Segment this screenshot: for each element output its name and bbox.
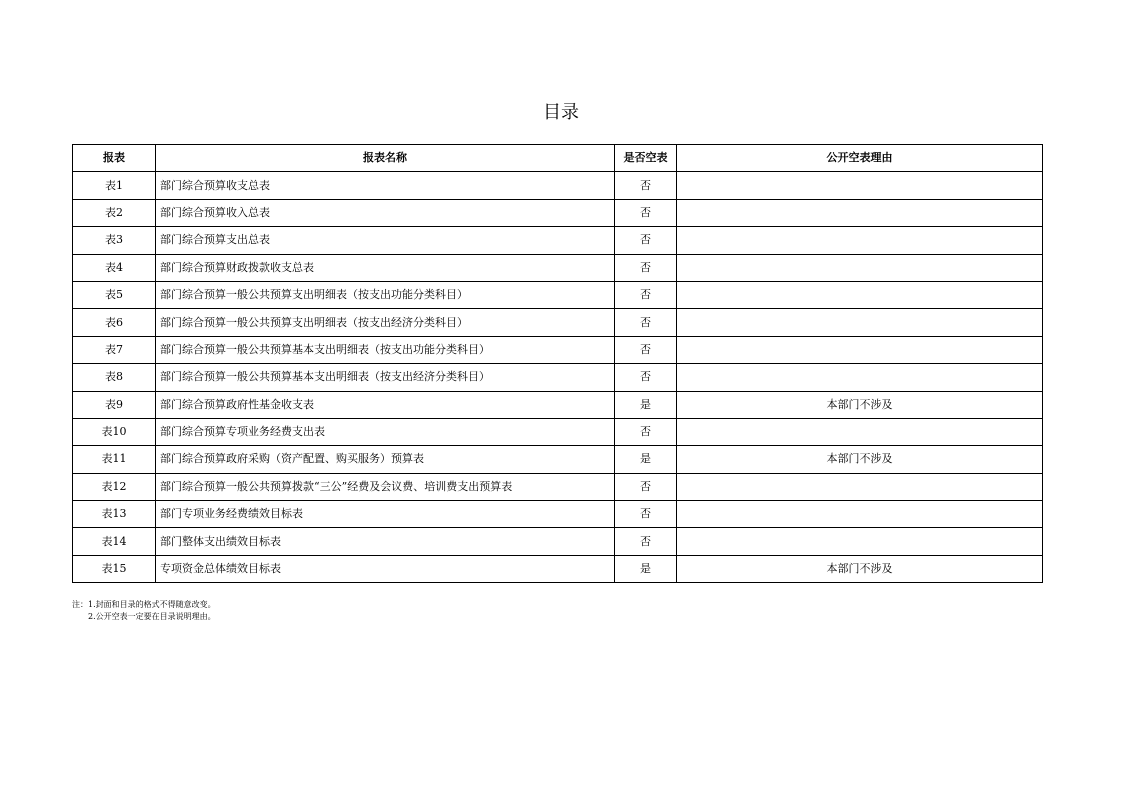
table-row — [73, 281, 1043, 308]
cell-is-empty: 否 — [615, 336, 677, 363]
footnote-2: 2.公开空表一定要在目录说明理由。 — [88, 612, 216, 621]
cell-report-name: 部门综合预算一般公共预算拨款“三公”经费及会议费、培训费支出预算表 — [156, 473, 615, 500]
table-row — [73, 418, 1043, 445]
table-row — [73, 172, 1043, 199]
cell-report-name: 专项资金总体绩效目标表 — [156, 555, 615, 582]
cell-report-name: 部门综合预算一般公共预算支出明细表（按支出功能分类科目） — [156, 281, 615, 308]
table-row — [73, 199, 1043, 226]
cell-is-empty: 否 — [615, 473, 677, 500]
cell-empty-reason: 本部门不涉及 — [677, 391, 1043, 418]
cell-report-name: 部门综合预算政府性基金收支表 — [156, 391, 615, 418]
cell-report-no: 表5 — [73, 281, 156, 308]
cell-report-no: 表1 — [73, 172, 156, 199]
cell-is-empty: 否 — [615, 501, 677, 528]
cell-empty-reason — [677, 227, 1043, 254]
cell-empty-reason: 本部门不涉及 — [677, 555, 1043, 582]
table-row — [73, 473, 1043, 500]
cell-report-no: 表7 — [73, 336, 156, 363]
header-empty-reason: 公开空表理由 — [677, 145, 1043, 172]
cell-empty-reason — [677, 199, 1043, 226]
cell-report-name: 部门综合预算收支总表 — [156, 172, 615, 199]
cell-empty-reason — [677, 281, 1043, 308]
cell-is-empty: 否 — [615, 364, 677, 391]
table-row — [73, 336, 1043, 363]
cell-report-name: 部门综合预算支出总表 — [156, 227, 615, 254]
cell-report-name: 部门综合预算收入总表 — [156, 199, 615, 226]
table-row — [73, 227, 1043, 254]
table-row — [73, 446, 1043, 473]
footnote-1: 注：1.封面和目录的格式不得随意改变。 — [72, 600, 216, 609]
table-row — [73, 364, 1043, 391]
header-report-no: 报表 — [73, 145, 156, 172]
cell-report-no: 表12 — [73, 473, 156, 500]
cell-empty-reason — [677, 473, 1043, 500]
cell-empty-reason — [677, 254, 1043, 281]
table-row — [73, 528, 1043, 555]
table-row — [73, 501, 1043, 528]
cell-report-name: 部门综合预算一般公共预算支出明细表（按支出经济分类科目） — [156, 309, 615, 336]
cell-report-no: 表13 — [73, 501, 156, 528]
cell-report-name: 部门综合预算财政拨款收支总表 — [156, 254, 615, 281]
table-header-row — [73, 145, 1043, 172]
cell-report-no: 表10 — [73, 418, 156, 445]
catalog-table — [72, 144, 1043, 583]
cell-report-no: 表11 — [73, 446, 156, 473]
cell-empty-reason — [677, 309, 1043, 336]
table-body — [73, 172, 1043, 583]
cell-report-no: 表15 — [73, 555, 156, 582]
page-title: 目录 — [543, 102, 579, 123]
table-row — [73, 555, 1043, 582]
cell-report-name: 部门综合预算一般公共预算基本支出明细表（按支出功能分类科目） — [156, 336, 615, 363]
cell-is-empty: 否 — [615, 281, 677, 308]
cell-is-empty: 否 — [615, 172, 677, 199]
cell-report-no: 表9 — [73, 391, 156, 418]
cell-report-name: 部门综合预算专项业务经费支出表 — [156, 418, 615, 445]
cell-is-empty: 否 — [615, 199, 677, 226]
table-row — [73, 391, 1043, 418]
cell-empty-reason — [677, 418, 1043, 445]
cell-is-empty: 否 — [615, 227, 677, 254]
cell-report-name: 部门综合预算政府采购（资产配置、购买服务）预算表 — [156, 446, 615, 473]
cell-empty-reason: 本部门不涉及 — [677, 446, 1043, 473]
footnotes — [72, 599, 216, 623]
cell-is-empty: 否 — [615, 418, 677, 445]
cell-report-no: 表3 — [73, 227, 156, 254]
cell-report-no: 表14 — [73, 528, 156, 555]
cell-empty-reason — [677, 501, 1043, 528]
table-row — [73, 254, 1043, 281]
cell-is-empty: 是 — [615, 391, 677, 418]
cell-is-empty: 是 — [615, 446, 677, 473]
cell-report-no: 表2 — [73, 199, 156, 226]
cell-report-no: 表4 — [73, 254, 156, 281]
cell-report-name: 部门专项业务经费绩效目标表 — [156, 501, 615, 528]
cell-empty-reason — [677, 364, 1043, 391]
cell-report-no: 表6 — [73, 309, 156, 336]
cell-empty-reason — [677, 528, 1043, 555]
cell-report-no: 表8 — [73, 364, 156, 391]
cell-report-name: 部门整体支出绩效目标表 — [156, 528, 615, 555]
table-row — [73, 309, 1043, 336]
header-report-name: 报表名称 — [156, 145, 615, 172]
cell-empty-reason — [677, 336, 1043, 363]
cell-empty-reason — [677, 172, 1043, 199]
cell-is-empty: 否 — [615, 528, 677, 555]
header-is-empty: 是否空表 — [615, 145, 677, 172]
cell-is-empty: 否 — [615, 254, 677, 281]
cell-report-name: 部门综合预算一般公共预算基本支出明细表（按支出经济分类科目） — [156, 364, 615, 391]
cell-is-empty: 否 — [615, 309, 677, 336]
cell-is-empty: 是 — [615, 555, 677, 582]
